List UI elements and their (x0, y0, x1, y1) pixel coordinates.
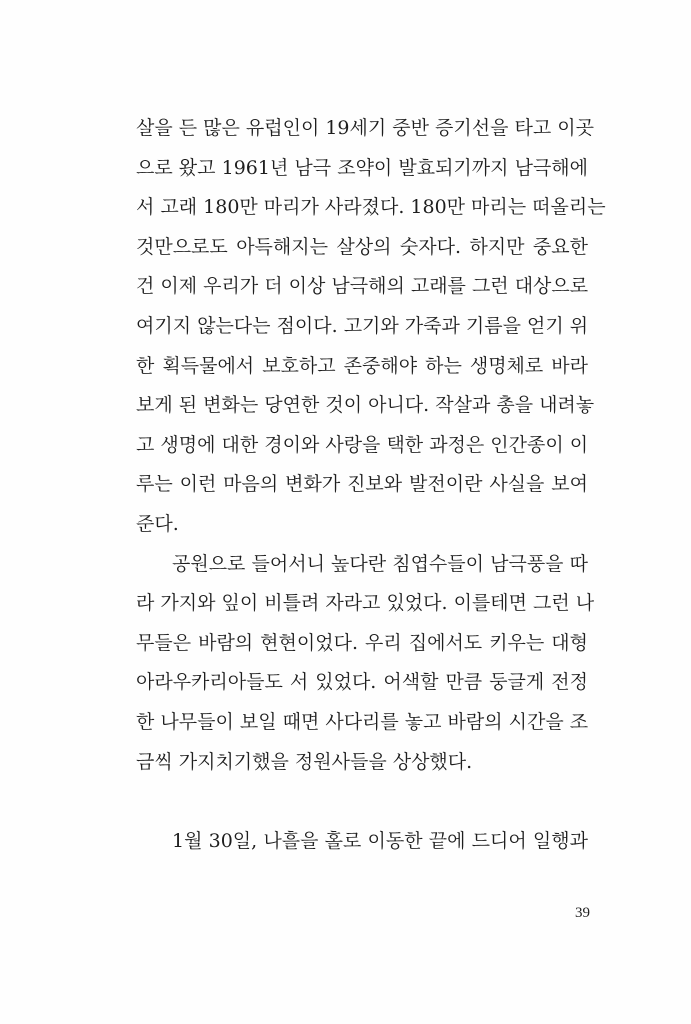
paragraph-1 (136, 109, 606, 545)
text-line: 여기지 않는다는 점이다. 고기와 가죽과 기름을 얻기 위 (136, 314, 589, 337)
text-line: 한 획득물에서 보호하고 존중해야 하는 생명체로 바라 (136, 354, 588, 377)
text-line: 라 가지와 잎이 비틀려 자라고 있었다. 이를테면 그런 나 (136, 592, 595, 615)
text-line: 루는 이런 마음의 변화가 진보와 발전이란 사실을 보여 (136, 473, 588, 496)
paragraph-3 (136, 822, 588, 862)
page-number: 39 (575, 905, 590, 921)
text-line: 고 생명에 대한 경이와 사랑을 택한 과정은 인간종이 이 (136, 433, 589, 456)
text-line: 것만으로도 아득해지는 살상의 숫자다. 하지만 중요한 (136, 235, 588, 258)
text-line: 한 나무들이 보일 때면 사다리를 놓고 바람의 시간을 조 (136, 710, 589, 733)
section-gap (136, 782, 588, 822)
paragraph-2 (136, 545, 595, 783)
text-line: 서 고래 180만 마리가 사라졌다. 180만 마리는 떠올리는 (136, 196, 606, 219)
text-line: 아라우카리아들도 서 있었다. 어색할 만큼 둥글게 전정 (136, 671, 588, 694)
text-line: 공원으로 들어서니 높다란 침엽수들이 남극풍을 따 (172, 552, 588, 575)
text-line: 건 이제 우리가 더 이상 남극해의 고래를 그런 대상으로 (136, 275, 589, 298)
text-line: 무들은 바람의 현현이었다. 우리 집에서도 키우는 대형 (136, 631, 588, 654)
text-line: 준다. (136, 512, 179, 535)
text-line: 살을 든 많은 유럽인이 19세기 중반 증기선을 타고 이곳 (136, 117, 594, 139)
text-line: 금씩 가지치기했을 정원사들을 상상했다. (136, 750, 473, 773)
text-line: 으로 왔고 1961년 남극 조약이 발효되기까지 남극해에 (136, 156, 588, 179)
text-line: 보게 된 변화는 당연한 것이 아니다. 작살과 총을 내려놓 (136, 394, 595, 417)
text-line: 1월 30일, 나흘을 홀로 이동한 끝에 드디어 일행과 (172, 829, 588, 852)
body-text (136, 109, 606, 861)
